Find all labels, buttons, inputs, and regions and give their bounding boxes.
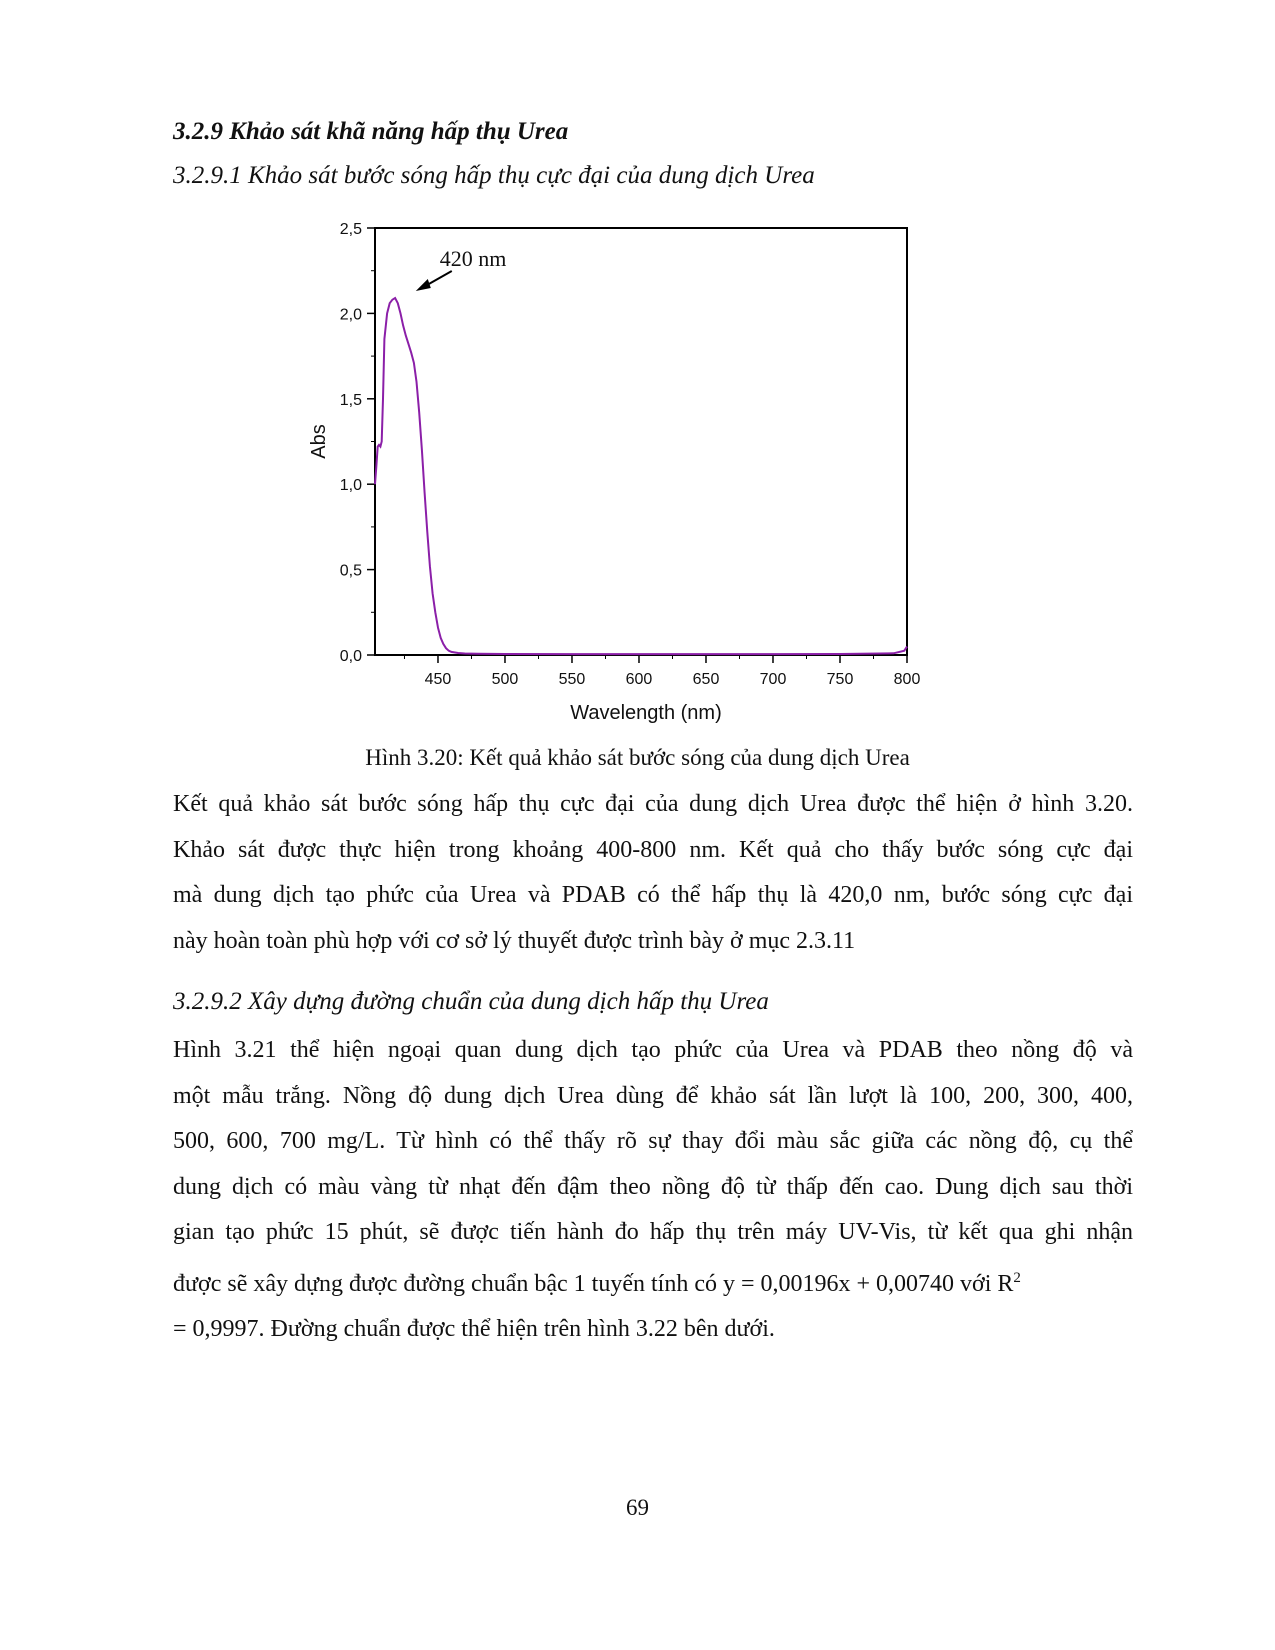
- figure-caption: Hình 3.20: Kết quả khảo sát bước sóng của dung dịch Urea: [365, 745, 910, 770]
- y-tick-label: 0,0: [339, 648, 362, 665]
- paragraph-line: = 0,9997. Đường chuẩn được thể hiện trên hình 3.22 bên dưới.: [173, 1316, 775, 1342]
- spectrum-line: [375, 298, 907, 654]
- plot-frame: [375, 228, 907, 655]
- paragraph-line: này hoàn toàn phù hợp với cơ sở lý thuyết được trình bày ở mục 2.3.11: [173, 927, 856, 954]
- x-tick-label: 700: [759, 671, 787, 688]
- paragraph-calibration: [173, 1028, 1133, 1353]
- x-tick-label: 500: [491, 671, 519, 688]
- y-tick-label: 2,5: [339, 221, 362, 238]
- y-tick-label: 2,0: [339, 306, 362, 324]
- y-axis-label: Abs: [308, 424, 330, 459]
- r-squared-superscript: 2: [1013, 1269, 1021, 1286]
- paragraph-line: mà dung dịch tạo phức của Urea và PDAB có thể hấp thụ là 420,0 nm, bước sóng cực đại: [173, 882, 1133, 908]
- y-tick-label: 0,5: [339, 562, 362, 580]
- paragraph-line: Hình 3.21 thể hiện ngoại quan dung dịch tạo phức của Urea và PDAB theo nồng độ và: [173, 1037, 1133, 1063]
- paragraph-line: Khảo sát được thực hiện trong khoảng 400-800 nm. Kết quả cho thấy bước sóng cực đại: [173, 836, 1133, 863]
- paragraph-line: 500, 600, 700 mg/L. Từ hình có thể thấy rõ sự thay đổi màu sắc giữa các nồng độ, cụ thể: [173, 1128, 1133, 1154]
- subsection-heading-2: 3.2.9.2 Xây dựng đường chuẩn của dung dịch hấp thụ Urea: [173, 988, 769, 1015]
- y-tick-label: 1,0: [339, 477, 362, 495]
- paragraph-line: một mẫu trắng. Nồng độ dung dịch Urea dùng để khảo sát lần lượt là 100, 200, 300, 400,: [173, 1082, 1133, 1109]
- paragraph-line: Kết quả khảo sát bước sóng hấp thụ cực đại của dung dịch Urea được thể hiện ở hình 3.20.: [173, 791, 1133, 817]
- page-number: 69: [626, 1495, 649, 1520]
- x-tick-label: 650: [692, 671, 720, 688]
- paragraph-line: gian tạo phức 15 phút, sẽ được tiến hành đo hấp thụ trên máy UV-Vis, từ kết qua ghi nhận: [173, 1219, 1133, 1245]
- x-tick-label: 750: [826, 671, 854, 688]
- peak-annotation-arrowhead: [416, 279, 431, 291]
- absorbance-spectrum-chart: [300, 218, 940, 728]
- subsection-heading-1: 3.2.9.1 Khảo sát bước sóng hấp thụ cực đại của dung dịch Urea: [173, 162, 815, 189]
- section-heading: 3.2.9 Khảo sát khã năng hấp thụ Urea: [173, 118, 569, 145]
- x-tick-label: 800: [893, 671, 921, 688]
- paragraph-line-equation: [173, 1256, 1133, 1308]
- x-axis-label: Wavelength (nm): [570, 702, 722, 724]
- paragraph-results: [173, 782, 1133, 964]
- x-tick-label: 600: [625, 671, 653, 688]
- x-tick-label: 550: [558, 671, 586, 688]
- y-tick-label: 1,5: [339, 391, 362, 409]
- paragraph-line: dung dịch có màu vàng từ nhạt đến đậm theo nồng độ từ thấp đến cao. Dung dịch sau thời: [173, 1173, 1133, 1200]
- x-tick-label: 450: [424, 671, 452, 688]
- peak-annotation-label: 420 nm: [439, 246, 507, 272]
- equation-text: được sẽ xây dựng được đường chuẩn bậc 1 tuyến tính có y = 0,00196x + 0,00740 với R: [173, 1270, 1014, 1297]
